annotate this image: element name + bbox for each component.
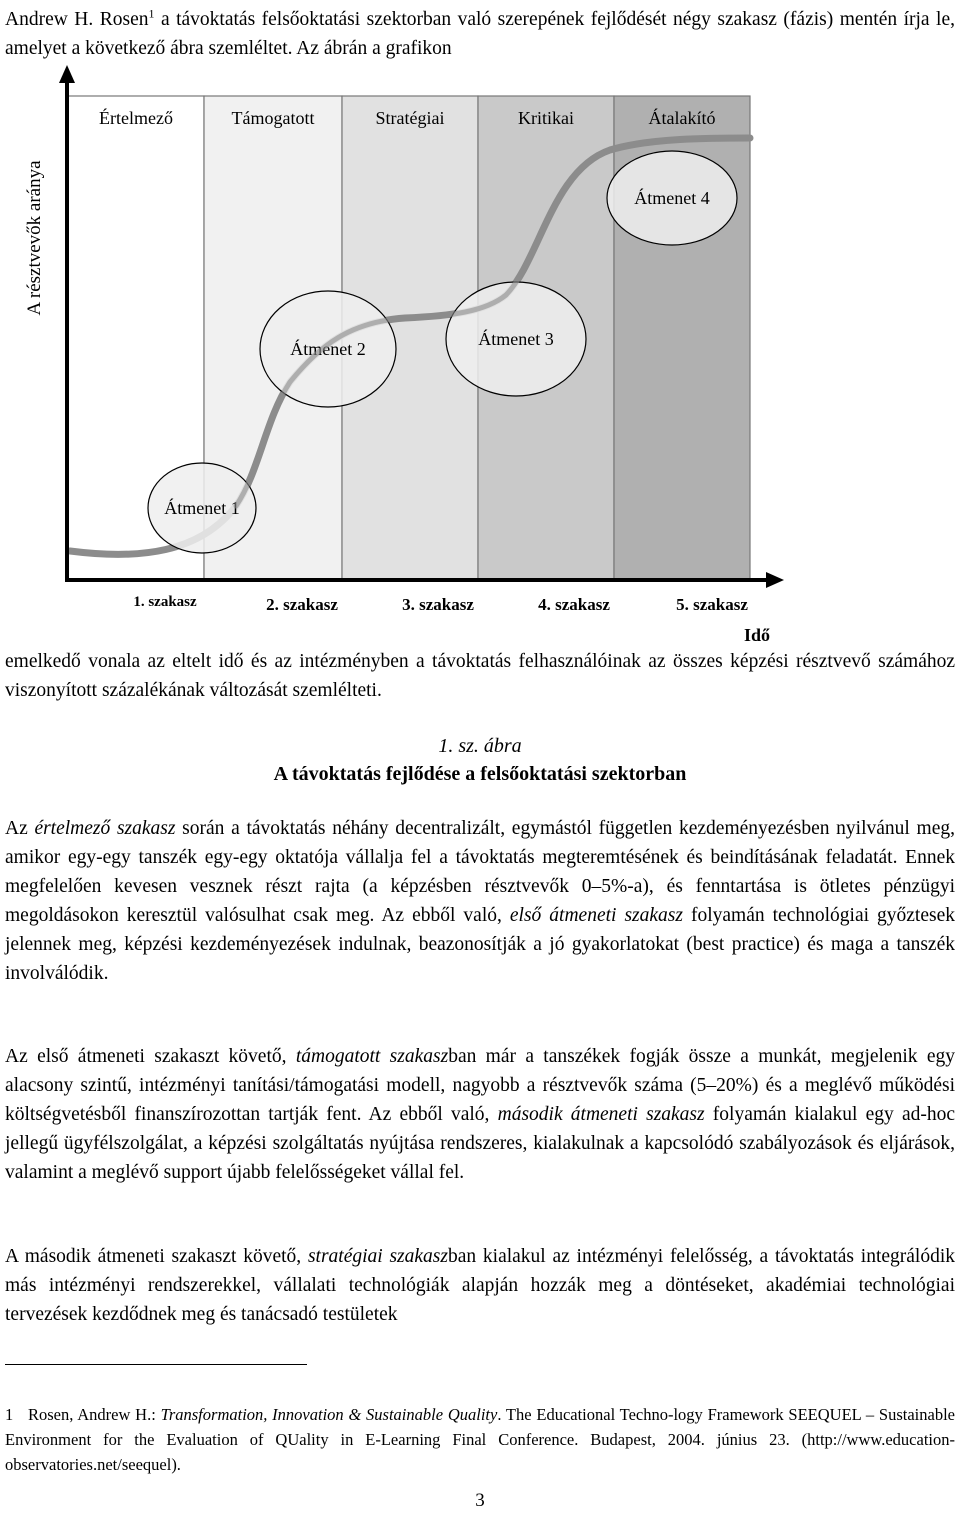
stage-label: 1. szakasz — [133, 594, 197, 610]
figure-description: emelkedő vonala az eltelt idő és az intézményben a távoktatás felhasználóinak az összes képzési résztvevő számához viszonyított százalékának változását szemlélteti. — [5, 651, 955, 701]
text-run: folyamán kialakul egy ad-hoc jellegű ügyfélszolgálat, a képzési szolgáltatás nyújtása rendszeres, kialakulnak a kapcsolódó szabályozások és eljárások, valamint a meglévő support újabb felelősségeket vállal fel. — [5, 1104, 955, 1183]
stage-band-label: Értelmező — [99, 108, 173, 128]
body-paragraph-3 — [5, 1242, 955, 1329]
transition-label: Átmenet 2 — [290, 339, 366, 359]
footnote — [5, 1402, 955, 1477]
body-paragraph-2 — [5, 1042, 955, 1187]
figure-number: 1. sz. ábra — [438, 735, 522, 757]
intro-text-end: a távoktatás felsőoktatási szektorban való szerepének fejlődését négy szakasz (fázis) mentén írja le, amelyet a következő ábra szemléltet. Az ábrán a grafikon — [5, 9, 955, 59]
intro-paragraph — [5, 5, 955, 63]
footnote-mark: 1 — [5, 1405, 14, 1424]
stages-figure — [0, 60, 960, 650]
x-axis-label: Idő — [743, 625, 771, 645]
stage-label: 4. szakasz — [538, 595, 610, 614]
x-axis-arrow — [766, 572, 784, 588]
stage-band-label: Kritikai — [518, 108, 574, 128]
text-run: Az — [5, 818, 35, 839]
intro-text-start: Andrew H. Rosen — [5, 9, 149, 30]
y-axis-arrow — [59, 65, 75, 83]
text-run: . The Educational Techno-logy Framework SEEQUEL – Sustainable Environment for the Evaluation of QUality in E-Learning Final Conference. Budapest, 2004. június 23. (http://www.education-observatories.net/seequel). — [5, 1405, 955, 1474]
text-run: ban már a tanszékek fogják össze a munkát, megjelenik egy alacsony szintű, intézményi tanítási/támogatási modell, nagyobb a résztvevők száma (5–20%) és a meglévő működési költségvetésből finanszírozottan tartják fent. Az ebből való, — [5, 1046, 955, 1125]
text-run: Az első átmeneti szakaszt követő, — [5, 1046, 296, 1067]
stage-label: 3. szakasz — [402, 595, 474, 614]
stage-labels — [133, 594, 748, 614]
emphasis-text: második átmeneti szakasz — [497, 1104, 705, 1125]
emphasis-text: értelmező szakasz — [34, 818, 176, 839]
stage-label: 5. szakasz — [676, 595, 748, 614]
text-run: Rosen, Andrew H.: — [28, 1405, 161, 1424]
figure-title: A távoktatás fejlődése a felsőoktatási szektorban — [273, 763, 687, 785]
emphasis-text: első átmeneti szakasz — [509, 905, 683, 926]
emphasis-text: támogatott szakasz — [295, 1046, 449, 1067]
text-run: A második átmeneti szakaszt követő, — [5, 1246, 308, 1267]
text-run: ban kialakul az intézményi felelősség, a távoktatás integrálódik más intézményi rendszerekkel, vállalati technológiák alapján hozzák meg a döntéseket, akadémiai technológiai tervezések kezdődnek meg és tanácsadó testületek — [5, 1246, 956, 1325]
transition-label: Átmenet 3 — [478, 329, 554, 349]
stage-label: 2. szakasz — [266, 595, 338, 614]
footnote-separator — [5, 1364, 307, 1365]
y-axis-label: A résztvevők aránya — [24, 160, 45, 316]
footnote-reference[interactable]: 1 — [148, 6, 155, 21]
emphasis-text: Transformation, Innovation & Sustainable Quality — [160, 1405, 498, 1424]
stage-band-label: Átalakító — [648, 108, 716, 128]
body-paragraph-1 — [5, 814, 955, 988]
stage-band-label: Támogatott — [231, 108, 315, 128]
page-number: 3 — [475, 1490, 485, 1511]
stage-band-label: Stratégiai — [375, 108, 445, 128]
text-run: során a távoktatás néhány decentralizált, egymástól független kezdeményezésben nyilvánul meg, amikor egy-egy tanszék egy-egy oktatója vállalja fel a távoktatás megteremtésének és beindításának feladatát. Ennek megfelelően kevesen vesznek részt rajta (a képzésben résztvevők 0–5%-a), és fenntartása is ötletes pénzügyi megoldásokon keresztül valósulhat csak meg. Az ebből való, — [5, 818, 955, 926]
transition-label: Átmenet 1 — [164, 498, 240, 518]
text-run: folyamán technológiai győztesek jelennek meg, képzési kezdeményezések indulnak, beazonosítják a jó gyakorlatokat (best practice) és maga a tanszék involválódik. — [5, 905, 955, 984]
transition-label: Átmenet 4 — [634, 188, 710, 208]
footnote-text — [5, 1405, 955, 1474]
emphasis-text: stratégiai szakasz — [307, 1246, 448, 1267]
